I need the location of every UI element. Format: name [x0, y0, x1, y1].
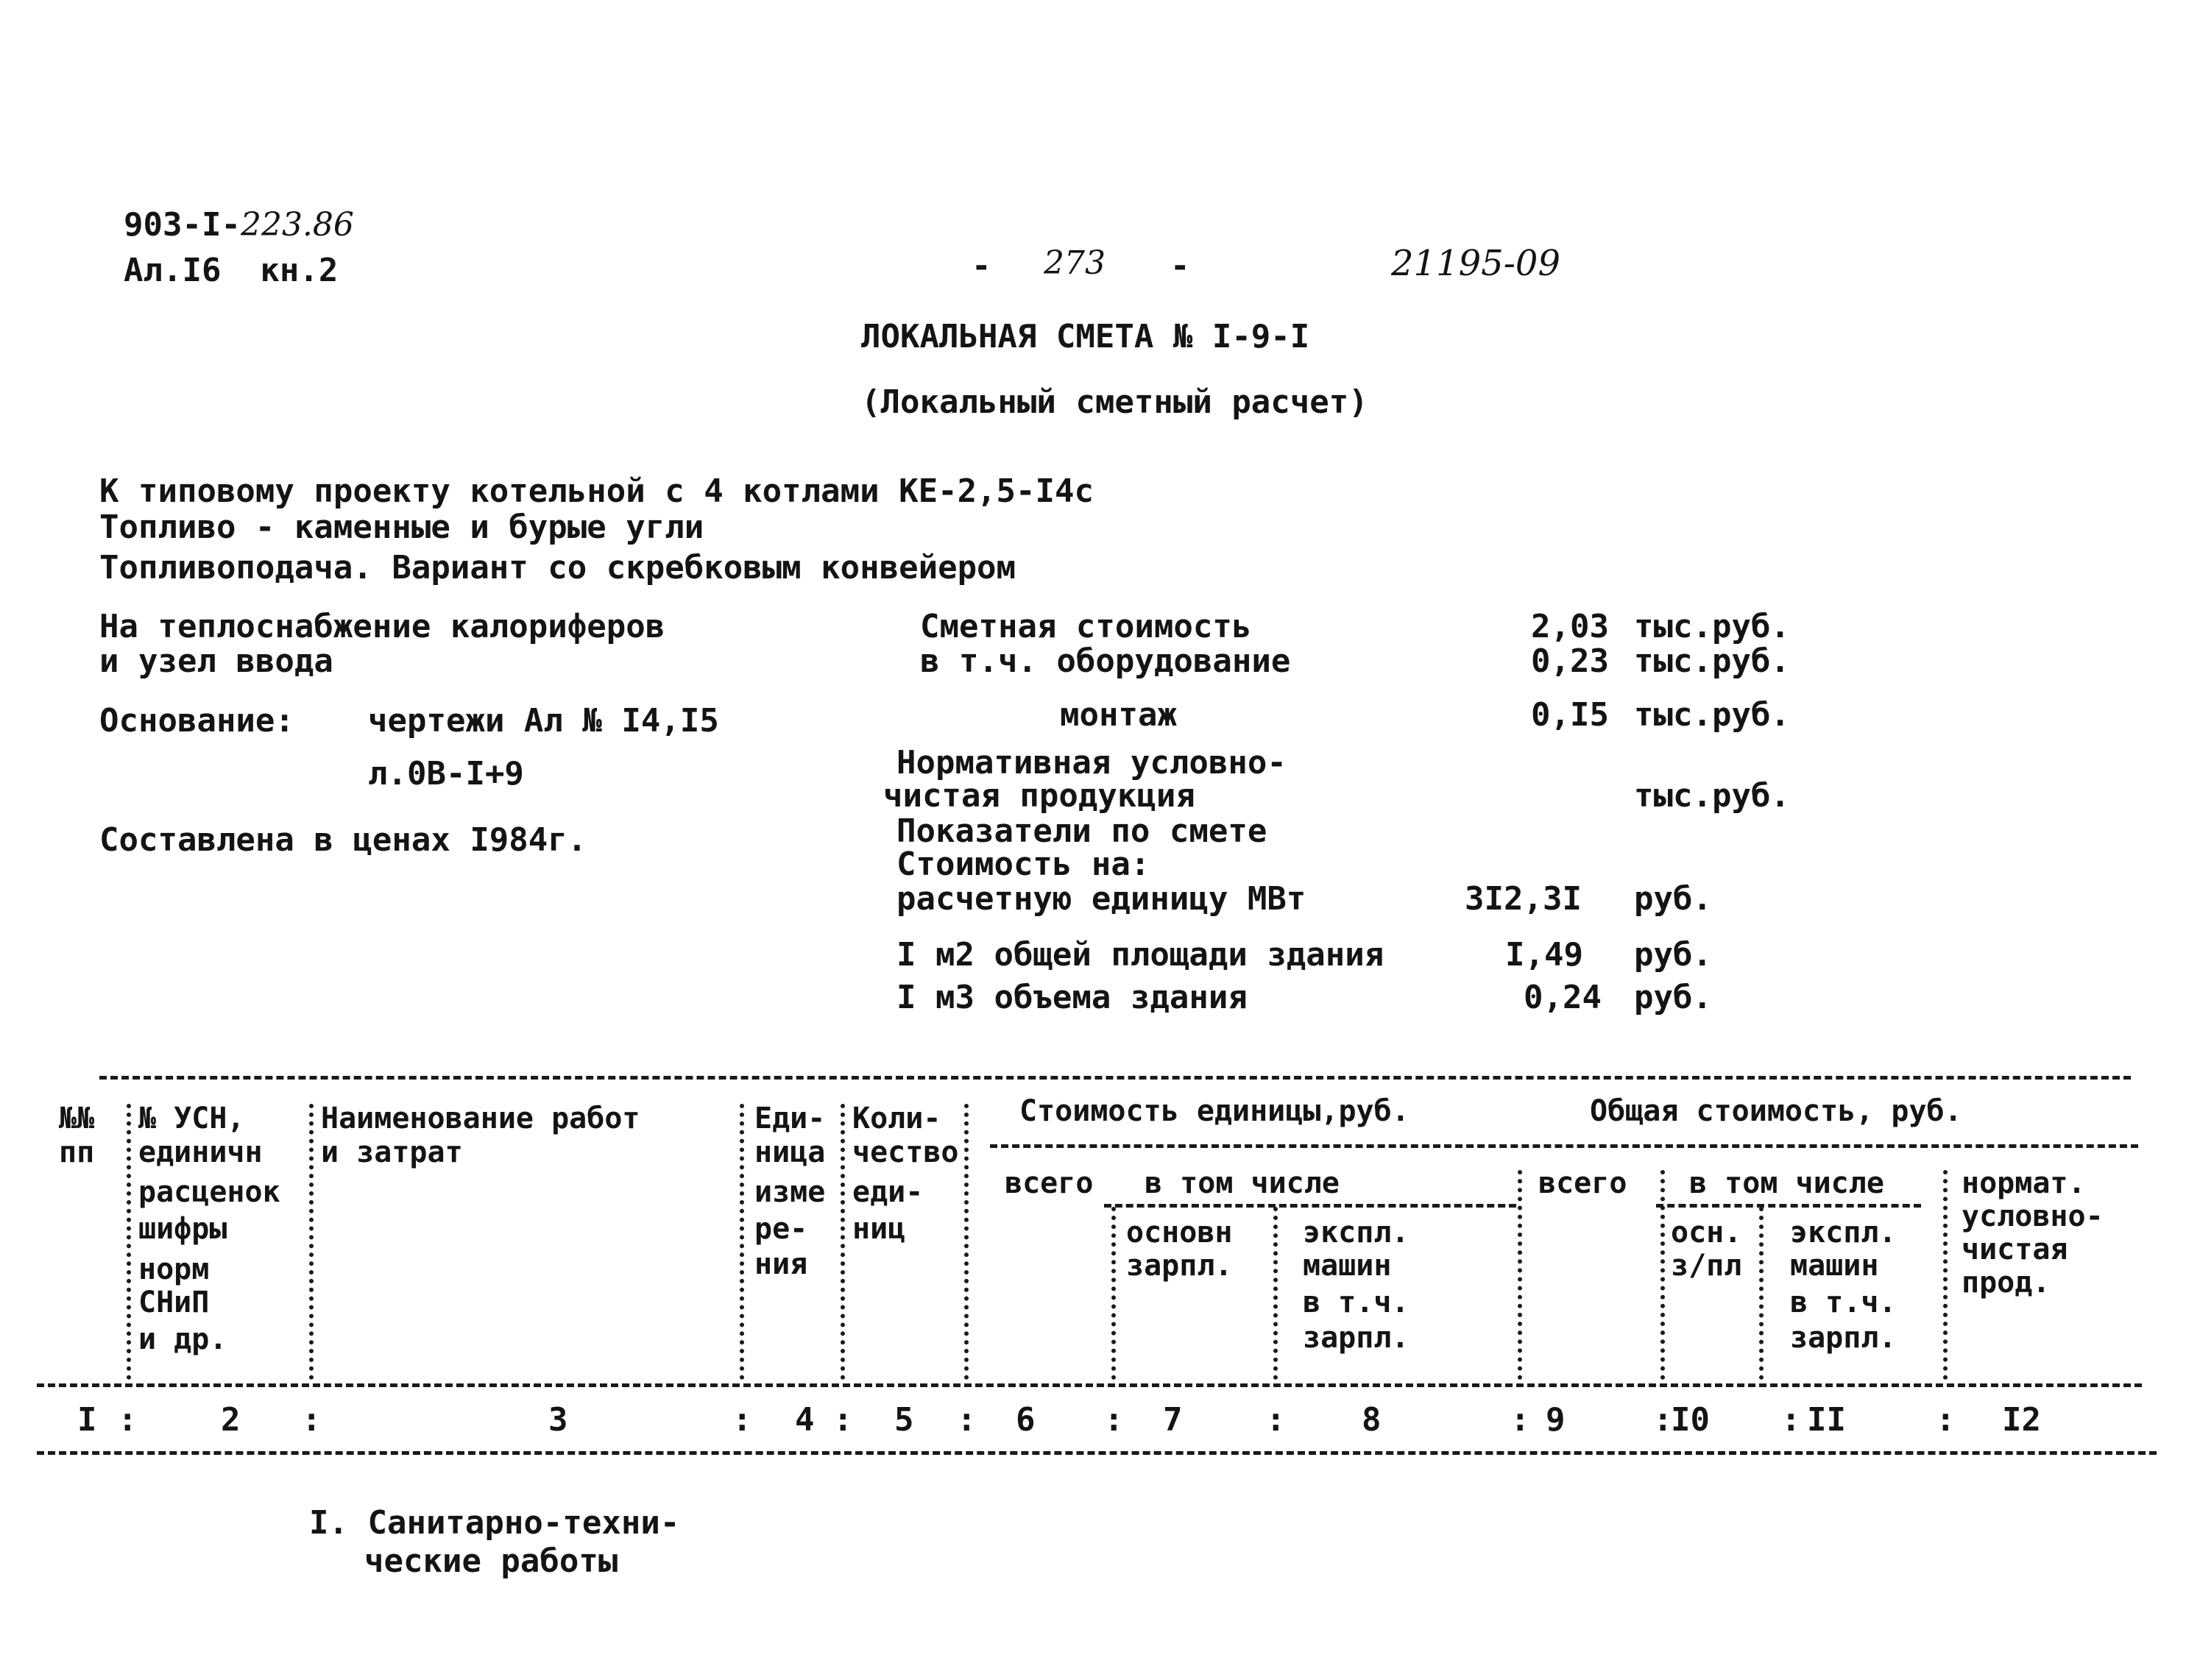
per-unit-label: расчетную единицу МВт: [896, 880, 1306, 918]
album-number: Ал.I6 кн.2: [124, 252, 339, 289]
unit-cost-header: Стоимость единицы,руб.: [1019, 1094, 1410, 1128]
column-number-rule: [37, 1451, 2157, 1455]
total-incl-label: в том числе: [1689, 1166, 1884, 1200]
col-number-12: I2: [2002, 1401, 2041, 1439]
basis-value-1: чертежи Ал № I4,I5: [368, 702, 719, 740]
unit-total-label: всего: [1005, 1166, 1094, 1200]
col-number-sep: :: [1510, 1401, 1530, 1439]
col4-header-3: изме: [754, 1175, 826, 1209]
basic-wage-2: зарпл.: [1126, 1249, 1233, 1283]
machine-op-2: машин: [1303, 1249, 1392, 1283]
document-title: ЛОКАЛЬНАЯ СМЕТА № I-9-I: [861, 318, 1310, 355]
col4-header-1: Еди-: [754, 1102, 826, 1135]
col-sep-8: [1518, 1170, 1522, 1380]
col-number-sep: :: [1936, 1401, 1956, 1439]
normative-label-2: чистая продукция: [883, 777, 1195, 815]
machine-op2-4: зарпл.: [1790, 1321, 1897, 1355]
cost-per-label: Стоимость на:: [896, 846, 1150, 883]
machine-op2-3: в т.ч.: [1790, 1286, 1897, 1319]
col-sep-9: [1660, 1170, 1665, 1380]
col-number-10: I0: [1671, 1401, 1710, 1439]
install-value: 0,I5: [1531, 696, 1609, 734]
estimated-cost-label: Сметная стоимость: [920, 608, 1252, 645]
col5-header-3: еди-: [852, 1175, 924, 1209]
col-number-9: 9: [1546, 1401, 1566, 1439]
document-subtitle: (Локальный сметный расчет): [861, 383, 1368, 421]
col-sep-10: [1759, 1207, 1764, 1380]
normative-3: чистая: [1962, 1233, 2068, 1266]
total-cost-header: Общая стоимость, руб.: [1590, 1094, 1962, 1128]
col1-header-1: №№: [59, 1102, 95, 1135]
section-heading-2: ческие работы: [364, 1542, 618, 1580]
basic-wage2-2: з/пл: [1671, 1249, 1742, 1283]
per-unit-unit: руб.: [1634, 880, 1712, 918]
col-number-sep: :: [1653, 1401, 1673, 1439]
col4-header-2: ница: [754, 1135, 826, 1169]
col-sep-4: [841, 1104, 845, 1380]
col2-header-7: и др.: [138, 1322, 227, 1356]
page-dash-left: -: [972, 247, 991, 285]
col-number-sep: :: [118, 1401, 138, 1439]
per-m3-unit: руб.: [1634, 979, 1712, 1016]
col2-header-6: СНиП: [138, 1286, 210, 1319]
col-number-3: 3: [548, 1401, 568, 1439]
col2-header-2: единичн: [138, 1135, 263, 1169]
purpose-line-1: На теплоснабжение калориферов: [99, 608, 665, 645]
col-sep-6: [1111, 1207, 1116, 1380]
col1-header-2: пп: [59, 1135, 95, 1169]
estimated-cost-value: 2,03: [1531, 608, 1609, 645]
project-line-1: К типовому проекту котельной с 4 котлами КЕ-2,5-I4с: [99, 472, 1094, 510]
normative-2: условно-: [1962, 1199, 2104, 1233]
basic-wage-1: основн: [1126, 1216, 1233, 1250]
normative-label-1: Нормативная условно-: [896, 744, 1287, 781]
table-top-rule: [99, 1076, 2131, 1080]
total-cost-incl-rule: [1656, 1204, 1921, 1208]
estimated-cost-unit: тыс.руб.: [1634, 608, 1790, 645]
install-label: монтаж: [1060, 696, 1177, 734]
col-number-sep: :: [957, 1401, 977, 1439]
basis-value-2: л.0В-I+9: [368, 755, 524, 793]
col-number-1: I: [77, 1401, 97, 1439]
col-number-8: 8: [1362, 1401, 1382, 1439]
machine-op2-2: машин: [1790, 1249, 1879, 1283]
machine-op-1: экспл.: [1303, 1216, 1410, 1250]
machine-op2-1: экспл.: [1790, 1216, 1897, 1250]
normative-unit: тыс.руб.: [1634, 777, 1790, 815]
col-number-sep: :: [732, 1401, 752, 1439]
document-number: 21195-09: [1391, 243, 1560, 284]
page-dash-right: -: [1170, 247, 1190, 285]
header-bottom-rule: [37, 1383, 2142, 1387]
equipment-value: 0,23: [1531, 642, 1609, 680]
unit-incl-label: в том числе: [1145, 1166, 1340, 1200]
col5-header-1: Коли-: [852, 1102, 941, 1135]
per-m3-label: I м3 объема здания: [896, 979, 1248, 1016]
col4-header-5: ния: [754, 1247, 808, 1281]
col-sep-7: [1273, 1207, 1278, 1380]
col-number-5: 5: [894, 1401, 914, 1439]
project-line-3: Топливоподача. Вариант со скребковым конвейером: [99, 549, 1016, 586]
per-m2-label: I м2 общей площади здания: [896, 936, 1384, 974]
per-m3-value: 0,24: [1524, 979, 1602, 1016]
equipment-unit: тыс.руб.: [1634, 642, 1790, 680]
page-number: 273: [1044, 244, 1106, 282]
total2-label: всего: [1538, 1166, 1627, 1200]
col2-header-4: шифры: [138, 1212, 227, 1246]
section-heading-1: I. Санитарно-техни-: [309, 1504, 680, 1542]
indicators-label: Показатели по смете: [896, 812, 1267, 850]
table-subheader-rule: [990, 1144, 2138, 1148]
col5-header-4: ниц: [852, 1212, 906, 1246]
col-number-6: 6: [1016, 1401, 1036, 1439]
project-code: 903-I-223.86: [124, 206, 354, 244]
col-number-11: II: [1807, 1401, 1846, 1439]
machine-op-3: в т.ч.: [1303, 1286, 1410, 1319]
col-number-sep: :: [302, 1401, 322, 1439]
col2-header-1: № УСН,: [138, 1102, 245, 1135]
col4-header-4: ре-: [754, 1212, 808, 1246]
unit-cost-incl-rule: [1104, 1204, 1516, 1208]
normative-4: прод.: [1962, 1266, 2051, 1300]
col-number-7: 7: [1163, 1401, 1183, 1439]
col5-header-2: чество: [852, 1135, 959, 1169]
col-number-sep: :: [1104, 1401, 1124, 1439]
project-line-2: Топливо - каменные и бурые угли: [99, 508, 704, 546]
col-number-sep: :: [1266, 1401, 1286, 1439]
col3-header-1: Наименование работ: [321, 1102, 640, 1135]
install-unit: тыс.руб.: [1634, 696, 1790, 734]
per-m2-unit: руб.: [1634, 936, 1712, 974]
prices-note: Составлена в ценах I984г.: [99, 821, 587, 859]
col2-header-3: расценок: [138, 1175, 280, 1209]
machine-op-4: зарпл.: [1303, 1321, 1410, 1355]
basic-wage2-1: осн.: [1671, 1216, 1742, 1250]
col-number-4: 4: [795, 1401, 815, 1439]
col-sep-5: [964, 1104, 969, 1380]
col-sep-11: [1943, 1170, 1948, 1380]
per-m2-value: I,49: [1505, 936, 1583, 974]
col-number-2: 2: [221, 1401, 241, 1439]
equipment-label: в т.ч. оборудование: [920, 642, 1291, 680]
normative-1: нормат.: [1962, 1166, 2086, 1200]
col-sep-3: [740, 1104, 744, 1380]
col-sep-1: [127, 1104, 131, 1380]
col2-header-5: норм: [138, 1252, 210, 1286]
purpose-line-2: и узел ввода: [99, 642, 333, 680]
basis-label: Основание:: [99, 702, 294, 740]
per-unit-value: 3I2,3I: [1465, 880, 1582, 918]
col-number-sep: :: [833, 1401, 853, 1439]
col-sep-2: [309, 1104, 314, 1380]
col3-header-2: и затрат: [321, 1135, 463, 1169]
project-code-handwritten: 223.86: [240, 206, 354, 244]
col-number-sep: :: [1781, 1401, 1801, 1439]
